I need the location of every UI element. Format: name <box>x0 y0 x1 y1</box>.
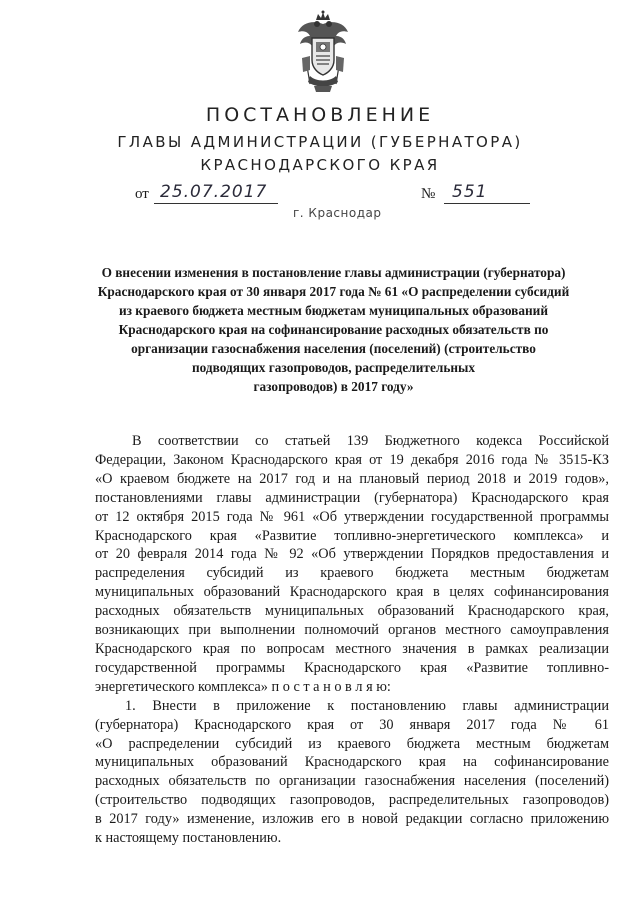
body-line: 1. Внести в приложение к постановлению главы администрации <box>125 697 609 714</box>
body-line: к настоящему постановлению. <box>95 830 282 847</box>
date-underline <box>154 203 278 204</box>
body-line: (губернатора) Краснодарского края от 30 января 2017 года № 61 <box>95 716 609 733</box>
title-line: подводящих газопроводов, распределительных <box>191 360 476 375</box>
title-line: Краснодарского края на софинансирование расходных обязательств по <box>118 322 549 337</box>
body-line: государственной программы Краснодарского края «Развитие топливно- <box>95 659 609 676</box>
body-line: Краснодарского края «Развитие топливно-энергетического комплекса» и <box>95 527 609 544</box>
body-line: Краснодарского края по вопросам местного значения в рамках реализации <box>95 640 609 657</box>
body-line: расходных обязательств муниципальных образований Краснодарского края, <box>95 603 609 620</box>
number-prefix: № <box>421 186 436 202</box>
title-line: организации газоснабжения населения (поселений) (строительство <box>131 341 536 356</box>
body-line: энергетического комплекса» п о с т а н о в л я ю: <box>95 678 391 695</box>
date-prefix: от <box>135 186 149 202</box>
body-line: муниципальных образований Краснодарского края в целях софинансирования <box>95 584 609 601</box>
city-label: г. Краснодар <box>293 206 382 220</box>
body-line: В соответствии со статьей 139 Бюджетного кодекса Российской <box>132 433 609 449</box>
body-line: муниципальных образований Краснодарского края на софинансирование <box>95 754 609 771</box>
coat-of-arms-emblem <box>296 10 350 94</box>
body-line: от 20 февраля 2014 года № 92 «Об утверждении Порядков предоставления и <box>95 546 609 563</box>
handwritten-date: 25.07.2017 <box>160 182 268 202</box>
body-line: распределения субсидий из краевого бюджета местным бюджетам <box>95 565 609 582</box>
document-type-heading: ПОСТАНОВЛЕНИЕ <box>205 104 435 126</box>
body-line: от 12 октября 2015 года № 961 «Об утверждении государственной программы <box>95 508 609 525</box>
title-line: газопроводов) в 2017 году» <box>253 379 414 394</box>
body-line: возникающих при выполнении полномочий органов местного самоуправления <box>95 622 609 639</box>
document-title <box>96 263 571 396</box>
body-line: «О распределении субсидий из краевого бюджета местным бюджетам <box>95 735 609 752</box>
title-line: Краснодарского края от 30 января 2017 года № 61 «О распределении субсидий <box>97 284 570 299</box>
body-line: Федерации, Законом Краснодарского края от 19 декабря 2016 года № 3515-КЗ <box>95 451 609 468</box>
document-body <box>95 432 609 848</box>
number-underline <box>444 203 530 204</box>
body-line: «О краевом бюджете на 2017 год и на плановый период 2018 и 2019 годов», <box>95 470 609 487</box>
region-heading: КРАСНОДАРСКОГО КРАЯ <box>200 156 440 174</box>
title-line: О внесении изменения в постановление главы администрации (губернатора) <box>101 265 566 280</box>
handwritten-number: 551 <box>452 182 488 202</box>
issuer-heading: ГЛАВЫ АДМИНИСТРАЦИИ (ГУБЕРНАТОРА) <box>117 133 523 151</box>
title-line: из краевого бюджета местным бюджетам муниципальных образований <box>118 303 549 318</box>
body-line: постановлениями главы администрации (губернатора) Краснодарского края <box>95 489 609 506</box>
body-line: (строительство подводящих газопроводов, распределительных газопроводов) <box>95 792 609 809</box>
body-line: расходных обязательств по организации газоснабжения населения (поселений) <box>95 773 609 790</box>
body-line: в 2017 году» изменение, изложив его в новой редакции согласно приложению <box>95 811 609 828</box>
